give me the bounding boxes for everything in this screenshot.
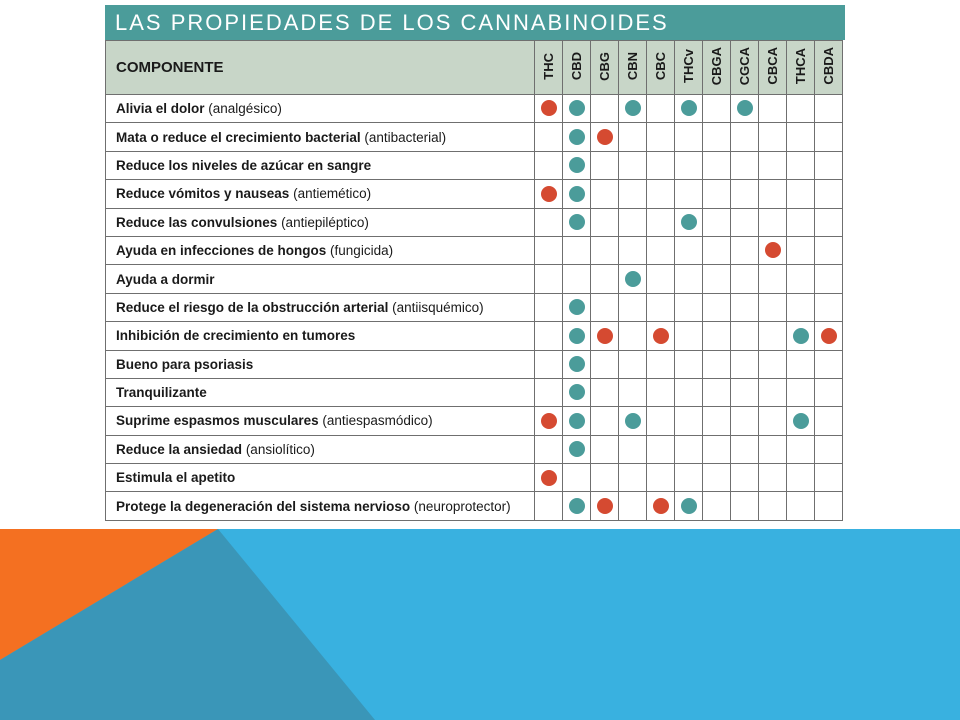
- mark-cell: [731, 464, 759, 492]
- mark-cell: [787, 123, 815, 151]
- property-label: [106, 464, 535, 492]
- property-name: Bueno para psoriasis: [116, 356, 254, 372]
- header-compound-3: [619, 41, 647, 95]
- mark-cell: [815, 322, 843, 350]
- mark-cell: [815, 435, 843, 463]
- property-note: (antiepiléptico): [277, 214, 369, 230]
- mark-cell: [759, 350, 787, 378]
- mark-cell: [675, 293, 703, 321]
- teal-dot-icon: [569, 100, 585, 116]
- mark-cell: [675, 208, 703, 236]
- teal-dot-icon: [569, 413, 585, 429]
- property-name: Suprime espasmos musculares: [116, 413, 319, 429]
- teal-dot-icon: [569, 186, 585, 202]
- property-name: Reduce el riesgo de la obstrucción arterial: [116, 299, 389, 315]
- property-label: [106, 350, 535, 378]
- mark-cell: [815, 180, 843, 208]
- mark-cell: [675, 123, 703, 151]
- compound-label: THCv: [681, 49, 696, 83]
- property-label: [106, 236, 535, 264]
- mark-cell: [535, 350, 563, 378]
- mark-cell: [535, 322, 563, 350]
- mark-cell: [591, 123, 619, 151]
- mark-cell: [591, 492, 619, 520]
- mark-cell: [703, 378, 731, 406]
- mark-cell: [591, 322, 619, 350]
- property-note: (analgésico): [204, 101, 282, 117]
- property-label: [106, 95, 535, 123]
- mark-cell: [563, 464, 591, 492]
- mark-cell: [759, 407, 787, 435]
- compound-label: CBGA: [709, 46, 724, 86]
- red-dot-icon: [541, 470, 557, 486]
- mark-cell: [647, 464, 675, 492]
- property-label: [106, 378, 535, 406]
- mark-cell: [535, 407, 563, 435]
- mark-cell: [703, 407, 731, 435]
- mark-cell: [759, 322, 787, 350]
- mark-cell: [619, 123, 647, 151]
- property-name: Ayuda a dormir: [116, 271, 215, 287]
- mark-cell: [759, 151, 787, 179]
- mark-cell: [815, 151, 843, 179]
- table-row: [106, 208, 843, 236]
- mark-cell: [619, 180, 647, 208]
- mark-cell: [591, 407, 619, 435]
- mark-cell: [675, 322, 703, 350]
- teal-dot-icon: [569, 441, 585, 457]
- mark-cell: [591, 208, 619, 236]
- mark-cell: [563, 350, 591, 378]
- compound-label: CGCA: [737, 46, 752, 86]
- table-row: [106, 151, 843, 179]
- mark-cell: [815, 265, 843, 293]
- mark-cell: [591, 95, 619, 123]
- header-compound-9: [787, 41, 815, 95]
- mark-cell: [647, 236, 675, 264]
- mark-cell: [619, 151, 647, 179]
- mark-cell: [675, 435, 703, 463]
- mark-cell: [563, 322, 591, 350]
- mark-cell: [535, 464, 563, 492]
- mark-cell: [619, 492, 647, 520]
- mark-cell: [787, 265, 815, 293]
- property-note: (antibacterial): [360, 129, 447, 145]
- mark-cell: [675, 492, 703, 520]
- table-row: [106, 407, 843, 435]
- mark-cell: [703, 151, 731, 179]
- mark-cell: [535, 293, 563, 321]
- property-note: (antiisquémico): [388, 299, 484, 315]
- mark-cell: [563, 208, 591, 236]
- mark-cell: [535, 378, 563, 406]
- table-body: [106, 95, 843, 521]
- mark-cell: [647, 123, 675, 151]
- mark-cell: [647, 293, 675, 321]
- mark-cell: [787, 236, 815, 264]
- teal-dot-icon: [625, 271, 641, 287]
- mark-cell: [647, 208, 675, 236]
- mark-cell: [787, 378, 815, 406]
- mark-cell: [787, 350, 815, 378]
- mark-cell: [759, 208, 787, 236]
- mark-cell: [591, 180, 619, 208]
- property-name: Tranquilizante: [116, 385, 207, 401]
- property-name: Inhibición de crecimiento en tumores: [116, 328, 356, 344]
- table-row: [106, 265, 843, 293]
- mark-cell: [535, 265, 563, 293]
- mark-cell: [759, 464, 787, 492]
- mark-cell: [787, 208, 815, 236]
- teal-dot-icon: [569, 299, 585, 315]
- mark-cell: [703, 180, 731, 208]
- mark-cell: [703, 265, 731, 293]
- mark-cell: [563, 407, 591, 435]
- mark-cell: [619, 350, 647, 378]
- mark-cell: [591, 350, 619, 378]
- red-dot-icon: [597, 129, 613, 145]
- red-dot-icon: [597, 498, 613, 514]
- mark-cell: [731, 407, 759, 435]
- header-compound-2: [591, 41, 619, 95]
- red-dot-icon: [597, 328, 613, 344]
- header-compound-8: [759, 41, 787, 95]
- table-row: [106, 95, 843, 123]
- mark-cell: [731, 208, 759, 236]
- mark-cell: [535, 95, 563, 123]
- mark-cell: [787, 464, 815, 492]
- mark-cell: [675, 236, 703, 264]
- table-row: [106, 350, 843, 378]
- mark-cell: [647, 151, 675, 179]
- mark-cell: [647, 322, 675, 350]
- table-row: [106, 236, 843, 264]
- compound-label: THC: [541, 52, 556, 80]
- mark-cell: [619, 464, 647, 492]
- table-row: [106, 378, 843, 406]
- mark-cell: [647, 435, 675, 463]
- mark-cell: [619, 407, 647, 435]
- header-componente: COMPONENTE: [106, 41, 535, 95]
- property-name: Reduce vómitos y nauseas: [116, 186, 290, 202]
- mark-cell: [675, 151, 703, 179]
- mark-cell: [675, 95, 703, 123]
- mark-cell: [619, 265, 647, 293]
- mark-cell: [535, 208, 563, 236]
- mark-cell: [731, 236, 759, 264]
- mark-cell: [675, 350, 703, 378]
- property-label: [106, 265, 535, 293]
- mark-cell: [563, 435, 591, 463]
- red-dot-icon: [765, 242, 781, 258]
- property-label: [106, 492, 535, 520]
- property-note: (neuroprotector): [410, 498, 511, 514]
- mark-cell: [703, 208, 731, 236]
- compound-label: CBCA: [765, 47, 780, 85]
- mark-cell: [703, 293, 731, 321]
- mark-cell: [591, 464, 619, 492]
- table-row: [106, 492, 843, 520]
- compound-label: THCA: [793, 47, 808, 85]
- red-dot-icon: [653, 328, 669, 344]
- mark-cell: [619, 378, 647, 406]
- mark-cell: [647, 378, 675, 406]
- mark-cell: [759, 236, 787, 264]
- mark-cell: [815, 407, 843, 435]
- mark-cell: [675, 378, 703, 406]
- mark-cell: [563, 95, 591, 123]
- header-compound-4: [647, 41, 675, 95]
- mark-cell: [703, 95, 731, 123]
- property-label: [106, 407, 535, 435]
- mark-cell: [731, 350, 759, 378]
- header-compound-0: [535, 41, 563, 95]
- mark-cell: [619, 293, 647, 321]
- mark-cell: [591, 378, 619, 406]
- mark-cell: [703, 322, 731, 350]
- mark-cell: [815, 492, 843, 520]
- mark-cell: [563, 492, 591, 520]
- mark-cell: [787, 293, 815, 321]
- property-name: Reduce la ansiedad: [116, 441, 243, 457]
- mark-cell: [731, 492, 759, 520]
- teal-dot-icon: [569, 129, 585, 145]
- mark-cell: [815, 378, 843, 406]
- mark-cell: [731, 180, 759, 208]
- mark-cell: [703, 492, 731, 520]
- header-compound-6: [703, 41, 731, 95]
- header-compound-7: [731, 41, 759, 95]
- mark-cell: [759, 265, 787, 293]
- teal-dot-icon: [569, 498, 585, 514]
- mark-cell: [759, 123, 787, 151]
- teal-dot-icon: [793, 328, 809, 344]
- mark-cell: [815, 95, 843, 123]
- mark-cell: [563, 265, 591, 293]
- compound-label: CBN: [625, 51, 640, 81]
- mark-cell: [591, 293, 619, 321]
- mark-cell: [591, 265, 619, 293]
- mark-cell: [619, 208, 647, 236]
- property-name: Reduce los niveles de azúcar en sangre: [116, 157, 372, 173]
- mark-cell: [787, 180, 815, 208]
- mark-cell: [563, 123, 591, 151]
- property-label: [106, 293, 535, 321]
- mark-cell: [787, 407, 815, 435]
- mark-cell: [619, 95, 647, 123]
- mark-cell: [647, 265, 675, 293]
- mark-cell: [731, 322, 759, 350]
- property-note: (ansiolítico): [242, 441, 315, 457]
- mark-cell: [563, 378, 591, 406]
- mark-cell: [647, 350, 675, 378]
- mark-cell: [731, 265, 759, 293]
- mark-cell: [815, 208, 843, 236]
- mark-cell: [787, 95, 815, 123]
- mark-cell: [787, 151, 815, 179]
- mark-cell: [675, 180, 703, 208]
- table-row: [106, 293, 843, 321]
- mark-cell: [759, 180, 787, 208]
- header-compound-5: [675, 41, 703, 95]
- teal-dot-icon: [569, 328, 585, 344]
- mark-cell: [647, 407, 675, 435]
- mark-cell: [647, 492, 675, 520]
- mark-cell: [731, 151, 759, 179]
- mark-cell: [759, 378, 787, 406]
- properties-table: [105, 40, 843, 521]
- mark-cell: [759, 492, 787, 520]
- mark-cell: [759, 293, 787, 321]
- mark-cell: [675, 464, 703, 492]
- table-row: [106, 322, 843, 350]
- header-compound-10: [815, 41, 843, 95]
- mark-cell: [703, 350, 731, 378]
- mark-cell: [731, 123, 759, 151]
- property-name: Estimula el apetito: [116, 470, 236, 486]
- property-label: [106, 123, 535, 151]
- property-note: (fungicida): [326, 243, 394, 259]
- teal-dot-icon: [681, 498, 697, 514]
- teal-dot-icon: [793, 413, 809, 429]
- mark-cell: [759, 435, 787, 463]
- mark-cell: [731, 293, 759, 321]
- mark-cell: [703, 236, 731, 264]
- mark-cell: [535, 236, 563, 264]
- mark-cell: [759, 95, 787, 123]
- mark-cell: [591, 151, 619, 179]
- red-dot-icon: [653, 498, 669, 514]
- red-dot-icon: [821, 328, 837, 344]
- teal-dot-icon: [569, 384, 585, 400]
- mark-cell: [675, 265, 703, 293]
- property-label: [106, 435, 535, 463]
- property-note: (antiemético): [289, 186, 372, 202]
- mark-cell: [787, 435, 815, 463]
- compound-label: CBD: [569, 51, 584, 81]
- slide-title: LAS PROPIEDADES DE LOS CANNABINOIDES: [105, 5, 845, 40]
- header-compound-1: [563, 41, 591, 95]
- teal-dot-icon: [625, 100, 641, 116]
- mark-cell: [563, 151, 591, 179]
- table-row: [106, 180, 843, 208]
- mark-cell: [535, 180, 563, 208]
- teal-dot-icon: [737, 100, 753, 116]
- mark-cell: [787, 492, 815, 520]
- mark-cell: [535, 123, 563, 151]
- mark-cell: [647, 180, 675, 208]
- mark-cell: [619, 236, 647, 264]
- red-dot-icon: [541, 186, 557, 202]
- property-name: Ayuda en infecciones de hongos: [116, 243, 327, 259]
- property-name: Reduce las convulsiones: [116, 214, 278, 230]
- header-row: [106, 41, 843, 95]
- mark-cell: [619, 435, 647, 463]
- mark-cell: [535, 151, 563, 179]
- mark-cell: [731, 378, 759, 406]
- compound-label: CBDA: [821, 47, 836, 85]
- mark-cell: [591, 435, 619, 463]
- compound-label: CBG: [597, 51, 612, 81]
- property-label: [106, 208, 535, 236]
- teal-dot-icon: [681, 214, 697, 230]
- teal-dot-icon: [681, 100, 697, 116]
- mark-cell: [731, 95, 759, 123]
- red-dot-icon: [541, 413, 557, 429]
- mark-cell: [535, 435, 563, 463]
- mark-cell: [675, 407, 703, 435]
- mark-cell: [703, 123, 731, 151]
- mark-cell: [703, 435, 731, 463]
- property-label: [106, 180, 535, 208]
- mark-cell: [815, 293, 843, 321]
- mark-cell: [731, 435, 759, 463]
- table-row: [106, 123, 843, 151]
- teal-dot-icon: [569, 157, 585, 173]
- property-label: [106, 322, 535, 350]
- teal-dot-icon: [625, 413, 641, 429]
- teal-dot-icon: [569, 356, 585, 372]
- mark-cell: [815, 464, 843, 492]
- teal-dot-icon: [569, 214, 585, 230]
- property-name: Mata o reduce el crecimiento bacterial: [116, 129, 361, 145]
- property-name: Alivia el dolor: [116, 101, 205, 117]
- compound-label: CBC: [653, 51, 668, 81]
- mark-cell: [563, 180, 591, 208]
- mark-cell: [535, 492, 563, 520]
- mark-cell: [815, 123, 843, 151]
- mark-cell: [563, 293, 591, 321]
- property-name: Protege la degeneración del sistema nervioso: [116, 498, 411, 514]
- mark-cell: [647, 95, 675, 123]
- property-label: [106, 151, 535, 179]
- mark-cell: [591, 236, 619, 264]
- mark-cell: [815, 236, 843, 264]
- mark-cell: [815, 350, 843, 378]
- table-row: [106, 464, 843, 492]
- mark-cell: [563, 236, 591, 264]
- mark-cell: [787, 322, 815, 350]
- property-note: (antiespasmódico): [318, 413, 433, 429]
- mark-cell: [619, 322, 647, 350]
- red-dot-icon: [541, 100, 557, 116]
- mark-cell: [703, 464, 731, 492]
- table-row: [106, 435, 843, 463]
